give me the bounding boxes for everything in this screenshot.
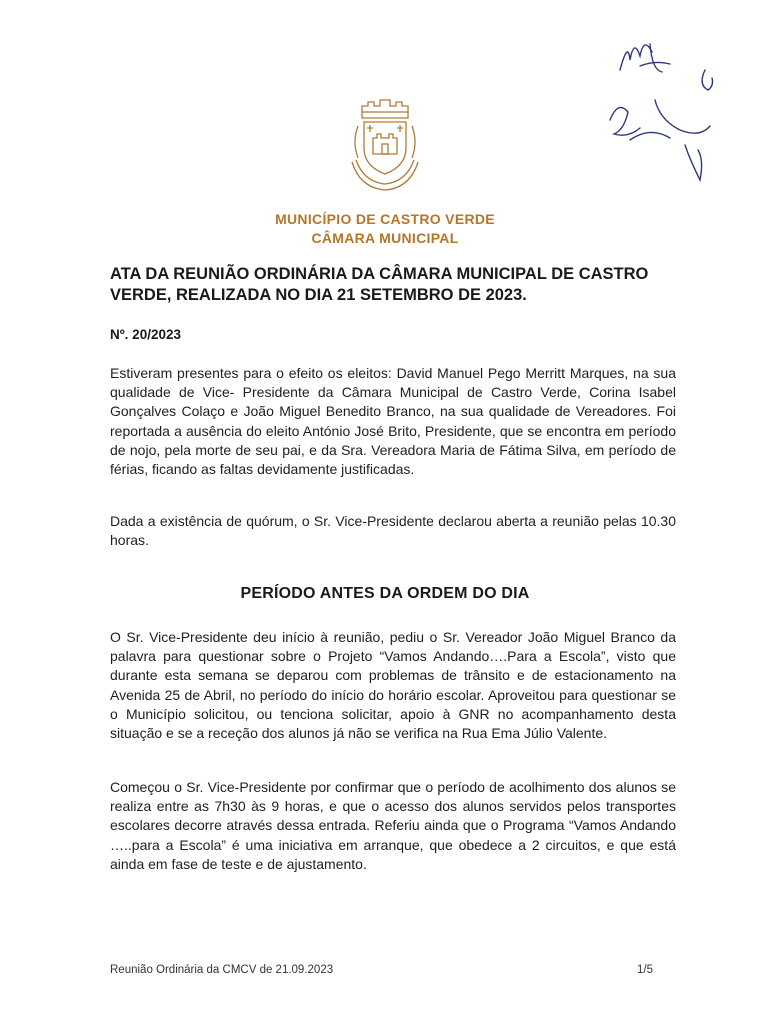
attendance-paragraph: Estiveram presentes para o efeito os eleitos: David Manuel Pego Merritt Marques, na sua qualidade de Vice- Presidente da Câmara Municipal de Castro Verde, Corina Isabel Gonçalves Colaço e João Miguel Benedito Branco, na sua qualidade de Vereadores. Foi reportada a ausência do eleito António José Brito, Presidente, que se encontra em período de nojo, pela morte de seu pai, e da Sra. Vereadora Maria de Fátima Silva, em período de férias, ficando as faltas devidamente justificadas. (110, 365, 676, 478)
page-number: 1/5 (637, 964, 653, 976)
question-paragraph: O Sr. Vice-Presidente deu início à reunião, pediu o Sr. Vereador João Miguel Branco da palavra para questionar sobre o Projeto “Vamos Andando….Para a Escola”, visto que durante esta semana se deparou com problemas de trânsito e de estacionamento na Avenida 25 de Abril, no período do início do horário escolar. Aproveitou para questionar se o Município solicitou, ou tenciona solicitar, apoio à GNR no acompanhamento desta situação e se a receção dos alunos já não se verifica na Rua Ema Júlio Valente. (110, 629, 676, 742)
footer-meeting-label: Reunião Ordinária da CMCV de 21.09.2023 (110, 964, 334, 976)
minutes-number: Nº. 20/2023 (110, 327, 181, 342)
municipality-header (0, 210, 770, 248)
municipal-coat-of-arms-icon (340, 96, 430, 196)
chamber-name: CÂMARA MUNICIPAL (311, 230, 459, 246)
document-title: ATA DA REUNIÃO ORDINÁRIA DA CÂMARA MUNICIPAL DE CASTRO VERDE, REALIZADA NO DIA 21 SETEMBRO DE 2023. (110, 265, 649, 304)
municipality-name: MUNICÍPIO DE CASTRO VERDE (275, 211, 495, 227)
section-heading: PERÍODO ANTES DA ORDEM DO DIA (240, 585, 530, 602)
quorum-paragraph: Dada a existência de quórum, o Sr. Vice-Presidente declarou aberta a reunião pelas 10.30 horas. (110, 513, 676, 549)
answer-paragraph: Começou o Sr. Vice-Presidente por confirmar que o período de acolhimento dos alunos se realiza entre as 7h30 às 9 horas, e que o acesso dos alunos servidos pelos transportes escolares decorre através dessa entrada. Referiu ainda que o Programa “Vamos Andando …..para a Escola” é uma iniciativa em arranque, que obedece a 2 circuitos, e que está ainda em fase de teste e de ajustamento. (110, 779, 676, 872)
handwritten-initials-icon (600, 30, 760, 200)
